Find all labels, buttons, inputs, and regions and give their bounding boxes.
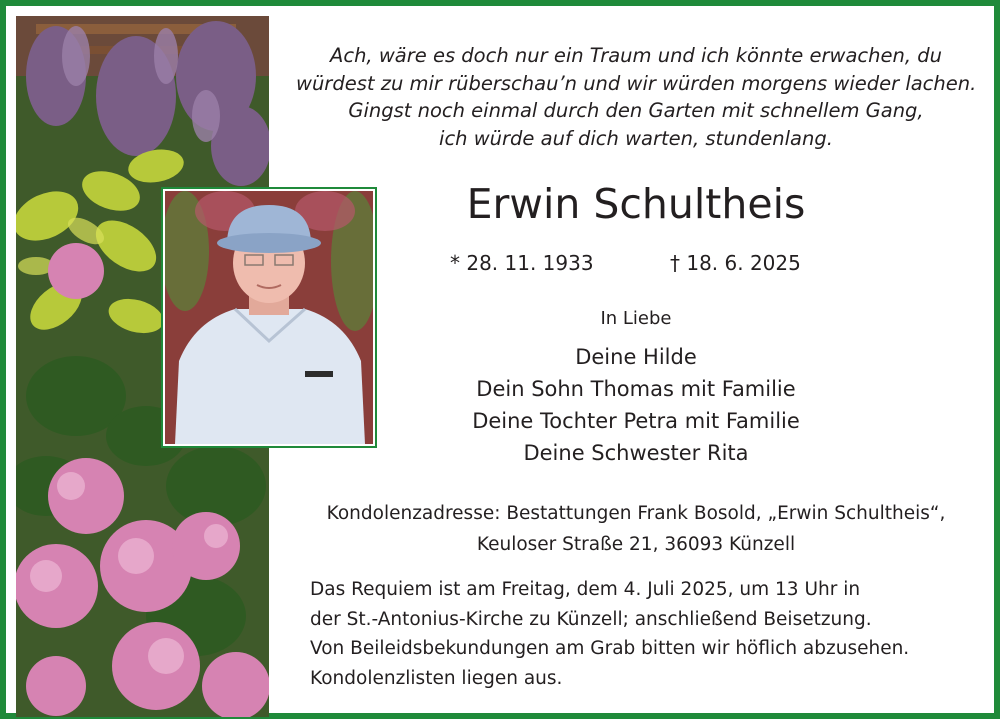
death-date: † 18. 6. 2025	[670, 251, 801, 275]
deceased-name: Erwin Schultheis	[466, 180, 806, 228]
address-line: Keuloser Straße 21, 36093 Künzell	[476, 534, 796, 555]
portrait-photo	[161, 187, 377, 448]
mourner-name: Deine Tochter Petra mit Familie	[472, 409, 800, 433]
birth-date: * 28. 11. 1933	[450, 251, 594, 275]
mourner-name: Dein Sohn Thomas mit Familie	[476, 377, 796, 401]
service-line: Von Beileidsbekundungen am Grab bitten wir höflich abzusehen.	[310, 638, 910, 659]
service-info	[310, 575, 980, 693]
poem-line: Gingst noch einmal durch den Garten mit schnellem Gang,	[348, 99, 924, 122]
service-line: Kondolenzlisten liegen aus.	[310, 667, 563, 689]
poem-line: ich würde auf dich warten, stundenlang.	[439, 126, 833, 150]
mourner-name: Deine Schwester Rita	[523, 441, 749, 465]
service-line: Das Requiem ist am Freitag, dem 4. Juli 2025, um 13 Uhr in	[310, 579, 861, 600]
mourners-list	[436, 341, 836, 469]
poem-line: Ach, wäre es doch nur ein Traum und ich könnte erwachen, du	[330, 44, 942, 67]
condolence-address	[296, 498, 976, 560]
address-line: Kondolenzadresse: Bestattungen Frank Bosold, „Erwin Schultheis“,	[326, 503, 946, 524]
mourner-name: Deine Hilde	[575, 345, 697, 369]
poem-line: würdest zu mir rüberschau’n und wir würden morgens wieder lachen.	[296, 71, 977, 95]
poem	[296, 42, 976, 152]
service-line: der St.-Antonius-Kirche zu Künzell; anschließend Beisetzung.	[310, 608, 872, 630]
mourners-intro: In Liebe	[600, 308, 672, 329]
